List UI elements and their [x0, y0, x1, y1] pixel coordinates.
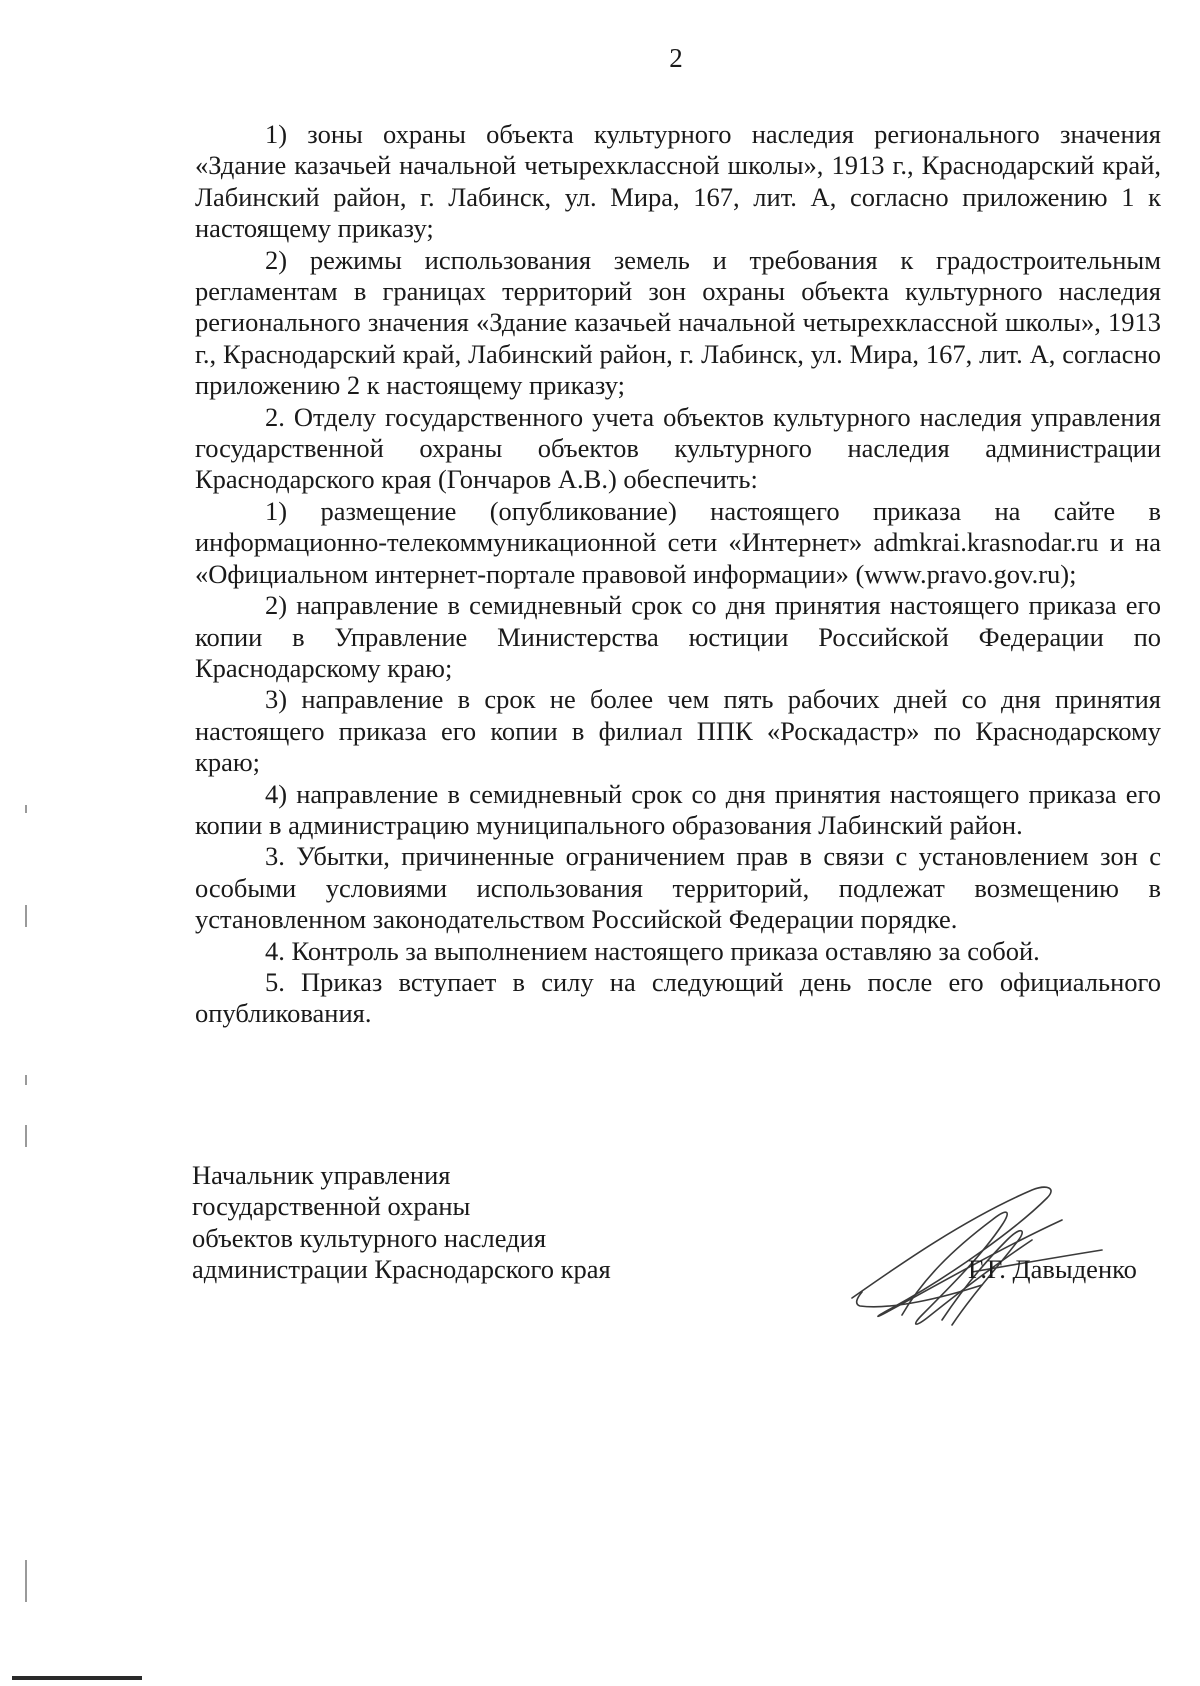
paragraph-publication: 1) размещение (опубликование) настоящего приказа на сайте в информационно-телекоммуникационной сети «Интернет» admkrai.krasnodar.ru и на «Официальном интернет-портале правовой информации» (www.pravo.gov.ru);: [195, 495, 1161, 589]
signer-title-line: Начальник управления: [192, 1160, 451, 1190]
scan-artifact-mark: [25, 1560, 27, 1602]
paragraph-department-instructions: 2. Отделу государственного учета объектов культурного наследия управления государственной охраны объектов культурного наследия администрации Краснодарского края (Гончаров А.В.) обеспечить:: [195, 401, 1161, 495]
scan-artifact-mark: [25, 905, 27, 927]
paragraph-entry-into-force: 5. Приказ вступает в силу на следующий день после его официального опубликования.: [195, 966, 1161, 1029]
paragraph-land-use-regimes: 2) режимы использования земель и требования к градостроительным регламентам в границах территорий зон охраны объекта культурного наследия регионального значения «Здание казачьей начальной четырехклассной школы», 1913 г., Краснодарский край, Лабинский район, г. Лабинск, ул. Мира, 167, лит. А, согласно приложению 2 к настоящему приказу;: [195, 244, 1161, 401]
signer-name: Г.Г. Давыденко: [968, 1254, 1137, 1284]
signer-title-line: государственной охраны: [192, 1191, 471, 1222]
scan-artifact-mark: [25, 805, 27, 813]
signature-block: [192, 1160, 1192, 1330]
paragraph-control: 4. Контроль за выполнением настоящего приказа оставляю за собой.: [265, 935, 1040, 966]
paragraph-municipality: 4) направление в семидневный срок со дня принятия настоящего приказа его копии в администрацию муниципального образования Лабинский район.: [195, 778, 1161, 840]
document-body: [195, 119, 1161, 1030]
signer-title-line: объектов культурного наследия: [192, 1222, 547, 1253]
paragraph-zones: 1) зоны охраны объекта культурного наследия регионального значения «Здание казачьей начальной четырехклассной школы», 1913 г., Краснодарский край, Лабинский район, г. Лабинск, ул. Мира, 167, лит. А, согласно приложению 1 к настоящему приказу;: [195, 119, 1161, 244]
signer-title-line: администрации Краснодарского края: [192, 1254, 611, 1285]
scan-artifact-line: [12, 1676, 142, 1680]
paragraph-roskadastr: 3) направление в срок не более чем пять рабочих дней со дня принятия настоящего приказа его копии в филиал ППК «Роскадастр» по Краснодарскому краю;: [195, 684, 1161, 778]
scan-artifact-mark: [25, 1075, 27, 1085]
paragraph-justice-ministry: 2) направление в семидневный срок со дня принятия настоящего приказа его копии в Управление Министерства юстиции Российской Федерации по Краснодарскому краю;: [195, 590, 1161, 683]
page-number: 2: [669, 43, 683, 73]
scan-artifact-mark: [25, 1125, 27, 1147]
paragraph-losses: 3. Убытки, причиненные ограничением прав в связи с установлением зон с особыми условиями использования территорий, подлежат возмещению в установленном законодательством Российской Федерации порядке.: [195, 841, 1161, 935]
signer-title: [192, 1160, 611, 1286]
